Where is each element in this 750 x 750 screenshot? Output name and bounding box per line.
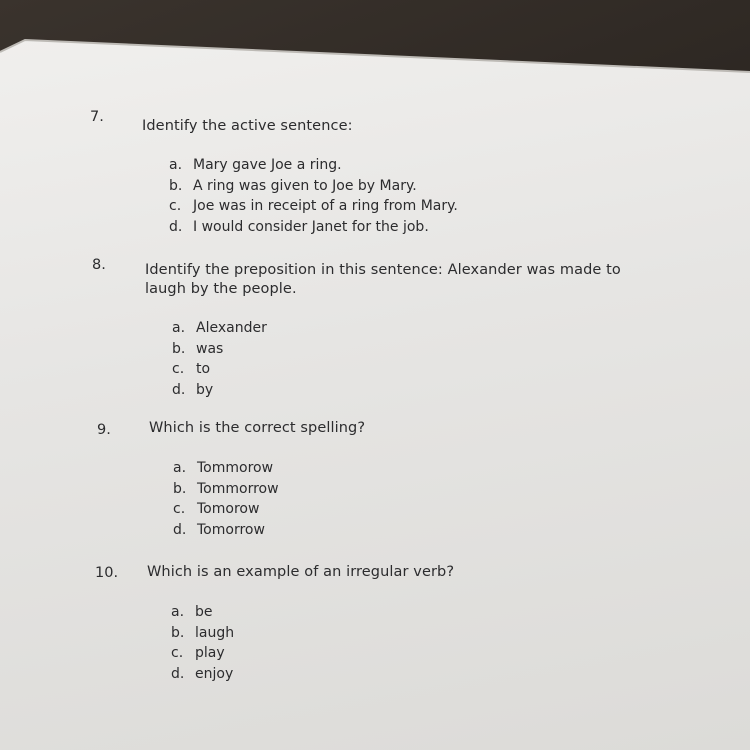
option-letter: b. xyxy=(172,340,186,357)
option-text: I would consider Janet for the job. xyxy=(193,218,429,235)
answer-option xyxy=(169,176,458,197)
answer-option xyxy=(173,499,279,520)
question-number: 10. xyxy=(95,565,119,581)
option-text: Tommorrow xyxy=(197,480,279,497)
answer-option xyxy=(169,217,458,238)
option-letter: c. xyxy=(169,198,182,214)
question-number: 8. xyxy=(92,257,106,273)
option-letter: b. xyxy=(169,177,183,194)
question-prompt: Identify the active sentence: xyxy=(142,118,353,134)
option-text: laugh xyxy=(195,624,235,641)
answer-options xyxy=(172,318,267,400)
option-text: be xyxy=(195,604,213,620)
option-letter: c. xyxy=(173,501,186,517)
option-text: by xyxy=(196,381,214,398)
option-letter: a. xyxy=(171,604,185,620)
answer-options xyxy=(171,602,234,684)
question-number: 7. xyxy=(90,109,104,125)
option-letter: a. xyxy=(172,320,186,336)
question-prompt: Which is the correct spelling? xyxy=(149,420,366,436)
answer-option xyxy=(173,520,279,541)
answer-option xyxy=(173,458,279,479)
option-text: Tomorow xyxy=(197,501,260,517)
question-prompt: Identify the preposition in this sentence: Alexander was made to laugh by the people. xyxy=(145,262,621,297)
option-letter: d. xyxy=(171,665,185,682)
answer-option xyxy=(171,602,234,623)
option-letter: a. xyxy=(173,460,187,476)
option-letter: d. xyxy=(169,218,183,235)
answer-option xyxy=(172,380,267,401)
option-text: Tomorrow xyxy=(197,521,265,538)
answer-options xyxy=(169,155,458,237)
answer-option xyxy=(171,623,234,644)
answer-option xyxy=(173,479,279,500)
question-prompt: Which is an example of an irregular verb? xyxy=(147,564,455,580)
option-text: to xyxy=(196,361,211,377)
answer-options xyxy=(173,458,279,540)
answer-option xyxy=(172,318,267,339)
option-text: Joe was in receipt of a ring from Mary. xyxy=(193,198,458,214)
option-letter: c. xyxy=(171,645,184,661)
answer-option xyxy=(172,359,267,380)
answer-option xyxy=(169,196,458,217)
option-text: play xyxy=(195,645,225,661)
option-letter: c. xyxy=(172,361,185,377)
option-letter: d. xyxy=(173,521,187,538)
answer-option xyxy=(169,155,458,176)
answer-option xyxy=(172,339,267,360)
option-text: enjoy xyxy=(195,665,234,682)
answer-option xyxy=(171,643,234,664)
question-number: 9. xyxy=(97,422,111,438)
option-text: A ring was given to Joe by Mary. xyxy=(193,177,417,194)
option-letter: b. xyxy=(171,624,185,641)
answer-option xyxy=(171,664,234,685)
option-letter: d. xyxy=(172,381,186,398)
option-letter: a. xyxy=(169,157,183,173)
option-text: was xyxy=(196,340,224,357)
option-text: Alexander xyxy=(196,320,267,336)
option-text: Tommorow xyxy=(197,460,274,476)
option-letter: b. xyxy=(173,480,187,497)
option-text: Mary gave Joe a ring. xyxy=(193,157,342,173)
